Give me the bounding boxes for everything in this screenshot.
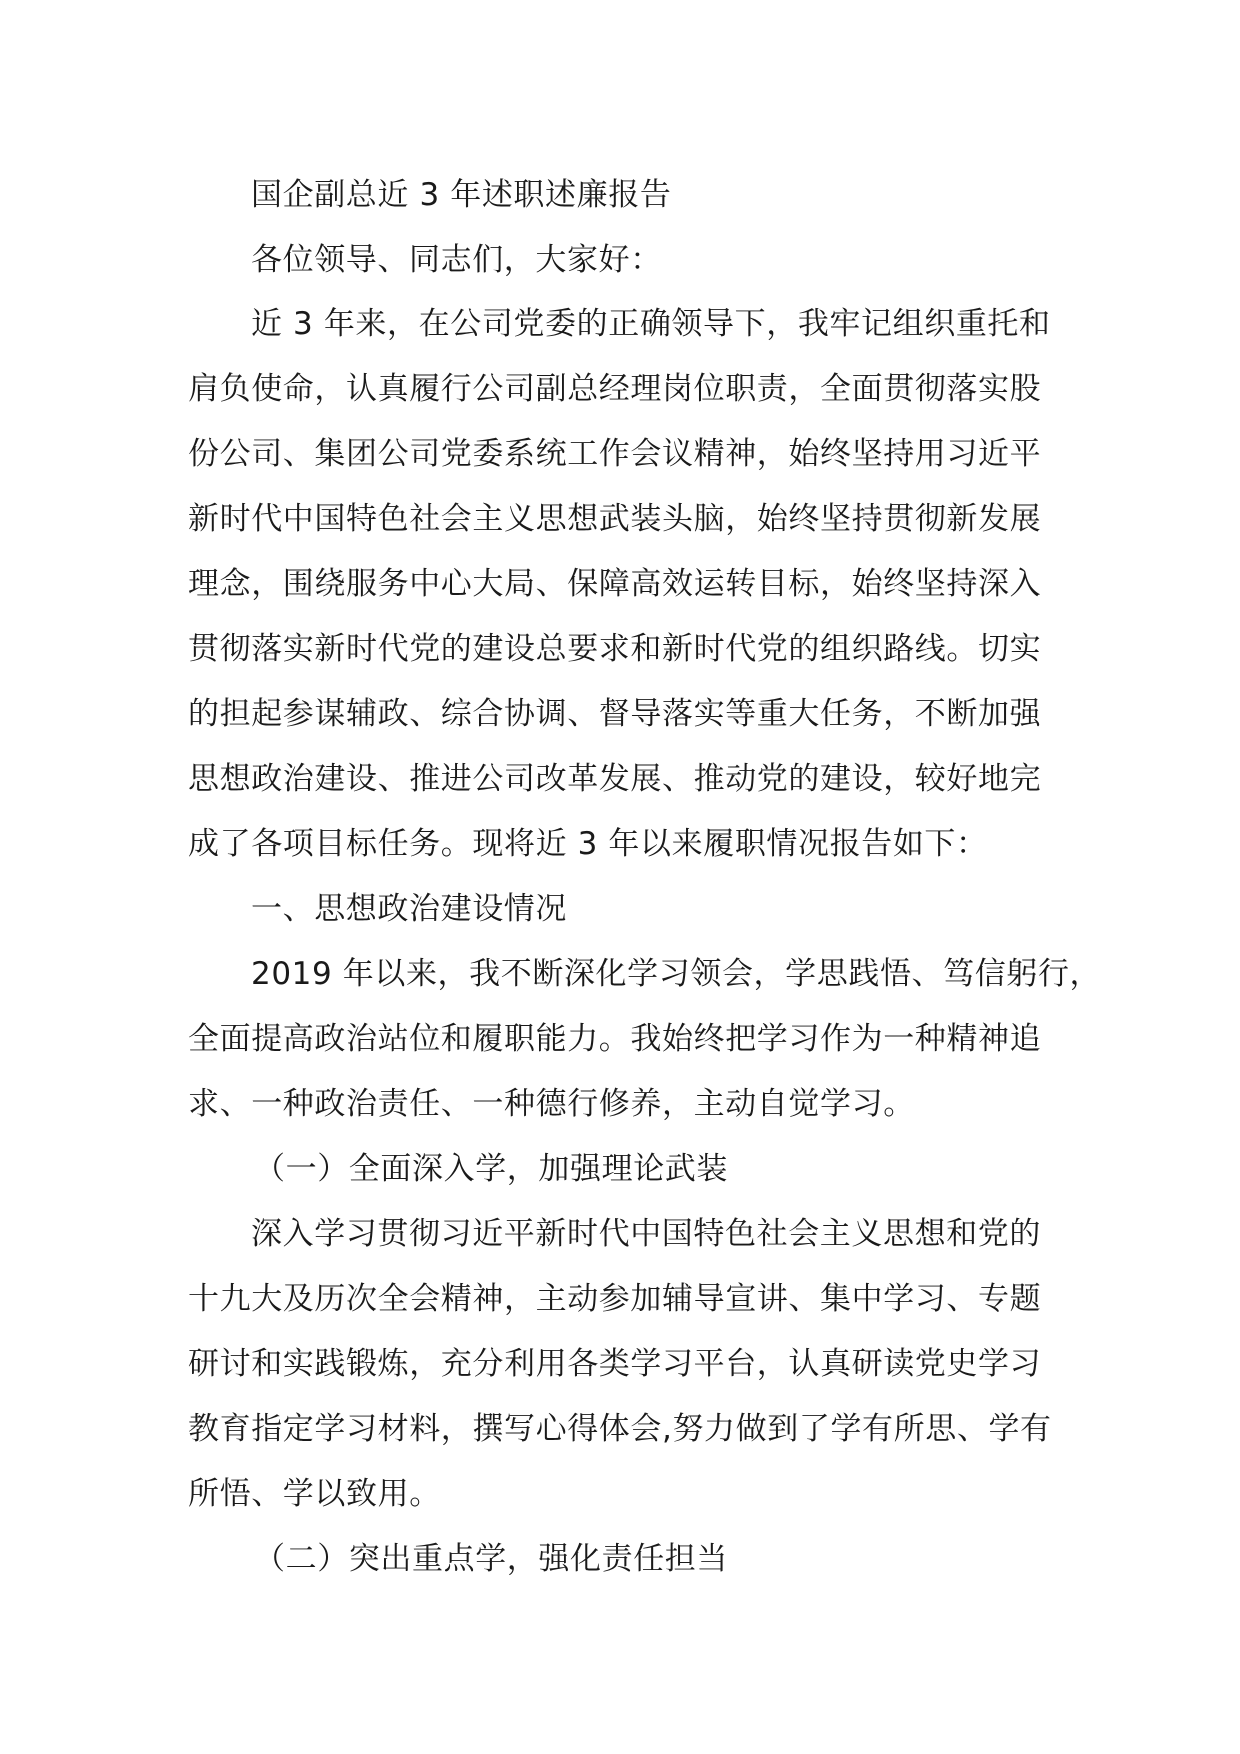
paragraph-line: 新时代中国特色社会主义思想武装头脑，始终坚持贯彻新发展 bbox=[188, 501, 1042, 537]
paragraph-line: 肩负使命，认真履行公司副总经理岗位职责，全面贯彻落实股 bbox=[188, 371, 1042, 407]
subsection-heading: （二）突出重点学，强化责任担当 bbox=[254, 1541, 728, 1577]
paragraph-line: 2019 年以来，我不断深化学习领会，学思践悟、笃信躬行， bbox=[251, 956, 1102, 992]
paragraph-line: 贯彻落实新时代党的建设总要求和新时代党的组织路线。切实 bbox=[188, 631, 1042, 667]
paragraph-line: 十九大及历次全会精神，主动参加辅导宣讲、集中学习、专题 bbox=[188, 1281, 1042, 1317]
paragraph-line: 研讨和实践锻炼，充分利用各类学习平台，认真研读党史学习 bbox=[188, 1346, 1042, 1382]
paragraph-line: 理念，围绕服务中心大局、保障高效运转目标，始终坚持深入 bbox=[188, 566, 1042, 602]
paragraph-line: 教育指定学习材料，撰写心得体会,努力做到了学有所思、学有 bbox=[188, 1411, 1052, 1447]
paragraph-line: 思想政治建设、推进公司改革发展、推动党的建设，较好地完 bbox=[188, 761, 1042, 797]
document-title: 国企副总近 3 年述职述廉报告 bbox=[251, 177, 672, 213]
paragraph-line: 近 3 年来，在公司党委的正确领导下，我牢记组织重托和 bbox=[251, 306, 1051, 342]
paragraph-line: 全面提高政治站位和履职能力。我始终把学习作为一种精神追 bbox=[188, 1021, 1042, 1057]
paragraph-line: 的担起参谋辅政、综合协调、督导落实等重大任务，不断加强 bbox=[188, 696, 1042, 732]
salutation: 各位领导、同志们，大家好： bbox=[251, 242, 662, 278]
paragraph-line: 成了各项目标任务。现将近 3 年以来履职情况报告如下： bbox=[188, 826, 988, 862]
paragraph-line: 深入学习贯彻习近平新时代中国特色社会主义思想和党的 bbox=[251, 1216, 1041, 1252]
paragraph-line: 份公司、集团公司党委系统工作会议精神，始终坚持用习近平 bbox=[188, 436, 1042, 472]
subsection-heading: （一）全面深入学，加强理论武装 bbox=[254, 1151, 728, 1187]
paragraph-line: 所悟、学以致用。 bbox=[188, 1476, 441, 1512]
paragraph-line: 求、一种政治责任、一种德行修养，主动自觉学习。 bbox=[188, 1086, 915, 1122]
section-heading: 一、思想政治建设情况 bbox=[251, 891, 567, 927]
